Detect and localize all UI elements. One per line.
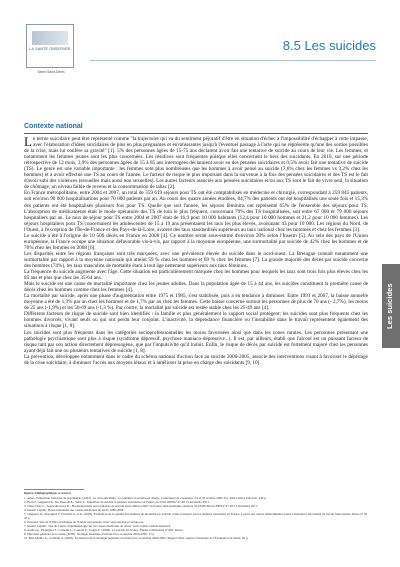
paragraph: La mortalité par suicide, après une phase d'augmentation entre 1975 et 1985, s'est stabilisée, puis a eu tendance à diminuer. Entre 1991 et 2007, la baisse annuelle moyenne a été de 1,3% par an chez les hommes et de 1,7% par an chez les femmes. Cette baisse concerne surtout les personnes de plus de 70 ans (- 2,7%), les moins de 25 ans (-1,9%) et les 50-69 ans (-1,3 %). Par contre, la mortalité par suicide est restée stable chez les 25-49 ans [4]. [24, 293, 368, 312]
reference-item: 6. Eurostat. Site de l'Office statistique de l'Union européenne. http://epp.eurostat.ec.europa.eu [24, 520, 144, 524]
reference-item: 7. Inserm CépiDc. Site du Centre d'épidémiologie sur les causes médicales de décès. www.cepidc.vesinet.inserm.fr [24, 524, 171, 528]
reference-item: 3. Chan-Chee C., Jezewski-Serra D., Hospitalisations pour tentative de suicide entre 2004 et 2007 en France métropolitaine. Analyse du PMSI-MCO, BEH n°47-48 13 décembre 2011. [24, 504, 258, 508]
paragraph: Mais le suicide est une cause de mortalité importante chez les jeunes adultes. Dans la population âgée de 15 à 44 ans, les suicides constituent la première cause de décès chez les hommes comme chez les femmes [4]. [24, 281, 368, 294]
reference-item: 5. Chappert JL, Pequignot F, Pavillon G. et al. (2003). Évaluation de la qualité des données de mortalité par suicide : biais et impact sur les données nationales en France, à partir des causes indéterminées quant à l'intention. Document de travail Série études. Drees n° 30 43 p. [24, 512, 368, 520]
paragraph: Les disparités entre les régions françaises sont très marquées, avec une prévalence élevée du suicide dans le nord-ouest. La Bretagne connaît notamment une surmortalité par rapport à la moyenne nationale qui atteint 59 % chez les hommes et 69 % chez les femmes [7]. La grande majorité des décès par suicide concerne des hommes (74%), les taux masculins de mortalité étant à tout âge nettement supérieurs aux taux féminins. [24, 250, 368, 269]
section-divider [24, 133, 368, 134]
reference-item: 8. Aouba A., Péquignot F., Camelin L., Laurent F., Jougla E. (2009). Le suicide en France. Études et Résultats n° 685. Drees. [24, 528, 184, 532]
logo [26, 24, 74, 68]
paragraph: La prévention, développée notamment dans le cadre du schéma national d'action face au suicide 2000-2005, associe des interventions visant à favoriser le dépistage de la crise suicidaire, à diminuer l'accès aux moyens létaux et à améliorer la prise en charge des suicidants [9, 10]. [24, 353, 368, 366]
reference-item: 1. Ameo, Fédération française de psychiatrie. (2001). La crise suicidaire : reconnaître et prendre en charge. Conférence de consensus. 19 et 20 octobre 2000. Ed. John Libbey Eurotext, 444 p. [24, 496, 267, 500]
reference-item: 4. Inserm CépiDc. Bases nationales des causes médicales de décès 1980-2008 [24, 508, 124, 512]
reference-item: 10. Batt-Moillo A., Jourdain A. (2005). Évaluation de la stratégie nationale d'actions face au suicide 2000-2005. Rapport final. Agence Nationale de l'Évaluation en Santé. 46 p. [24, 536, 249, 540]
paragraph: Le terme suicidaire peut être représenté comme "la trajectoire qui va du sentiment péjoratif d'être en situation d'échec à l'impossibilité d'échapper à cette impasse, avec l'élaboration d'idées suicidaires de plus en plus prégnantes et envahissantes jusqu'à l'éventuel passage à l'acte qui ne représente qu'une des sorties possibles de la crise, mais lui confère sa gravité" [1]. 5% des personnes âgées de 15-75 ans déclarent avoir fait une tentative de suicide au cours de leur vie. Les femmes, et notamment les femmes jeunes sont les plus concernées. Les résidives sont fréquentes puisque elles concernent le tiers des suicidants. En 2010, sur une période rétrospective de 12 mois, 3,9% des personnes âgées de 15 à 85 ans interrogées déclaraient avoir eu des pensées suicidaires et 0,5% avoir fait une tentative de suicide (TS). Le genre est une variable importante : les femmes sont plus nombreuses que les hommes à avoir pensé au suicide (7,6% chez les femmes vs 3,2% chez les hommes) et à avoir effectué une TS au cours de l'année. Le facteur de risque le plus important dans la survenue à la fois des pensées suicidaires et des TS est le fait d'avoir subi des violences (sexuelles mais aussi non sexuelles). Les autres facteurs associés aux pensées suicidaires et/ou aux TS sont le fait de vivre seul, la situation de chômage, un niveau faible de revenu et la consommation de tabac [2]. [24, 136, 368, 191]
logo-subtitle: Seine-Saint-Denis [37, 70, 65, 74]
paragraph: La fréquence du suicide augmente avec l'âge. Cette situation est particulièrement marquée chez les hommes pour lesquels les taux sont trois fois plus élevés chez les 85 ans et plus que chez les 35-64 ans. [24, 269, 368, 282]
drop-cap: L [24, 136, 32, 149]
side-tab-label: Les suicides [385, 283, 394, 329]
article-body [24, 136, 368, 487]
paragraph: Les suicides sont plus fréquents dans les catégories socioprofessionnelles les moins favorisées ainsi que dans les zones rurales. Les personnes présentant une pathologie psychiatrique sont plus à risque (syndrome dépressif, psychose maniaco-dépressive...). Il est, par ailleurs, établi que l'alcool est un puissant facteur de risque tant par son action directement dépressogène, que par l'impulsivité qu'il induit. Enfin, le risque de décès par suicide est fortement majoré chez les personnes ayant déjà fait une ou plusieurs tentatives de suicide [1, 8]. [24, 329, 368, 354]
paragraph: Le suicide a été à l'origine de 10 500 décès en France en 2008 [4]. Ce nombre serait sous-estimé d'environ 20% selon l'Inserm [5]. Au sein des pays de l'Union européenne, la France occupe une situation défavorable vis-à-vis, par rapport à la moyenne européenne, une surmortalité par suicide de 42% chez les hommes et de 70% chez les femmes en 2008 [6]. [24, 232, 368, 251]
references [24, 491, 368, 561]
header-divider [90, 60, 376, 61]
paragraph: En France métropolitaine, entre 2004 et 2007, un total de 359 619 séjours pour TS ont été comptabilisés en médecine et chirurgie, correspondant à 259 845 patients, soit environ 90 000 hospitalisations pour 70 000 patients par an. Au cours des quatre années étudiées, 84,7% des patients ont été hospitalisés une seule fois et 15,3% des patients ont été hospitalisés plusieurs fois pour TS. Quelle que soit l'année, les séjours féminins ont représenté 65% de l'ensemble des séjours pour TS. L'absorption de médicaments était le mode opératoire des TS de loin le plus fréquent, concernant 79% des TS hospitalisées, soit entre 67 000 et 79 000 séjours hospitaliers par an. Le taux de séjour pour TS entre 2004 et 2007 était de 16,9 pour 10 000 habitants (12,4 pour 10 000 hommes et 21,2 pour 10 000 femmes). Les séjours hospitaliers pour TS concernaient les adolescentes de 15 à 19 ans présentaient les taux les plus élevés, avoisinant 43 pour 10 000. Les régions du Nord, de l'Ouest, à l'exception de l'Île-de-France et des Pays-de-la-Loire, avaient des taux standardisés supérieurs au taux national chez les hommes et chez les femmes [3]. [24, 190, 368, 233]
logo-emblem [32, 31, 68, 45]
references-title: Repères bibliographiques et sources [24, 491, 72, 495]
section-title: Contexte national [24, 123, 83, 130]
reference-item: 9. Direction générale de la santé. (2000). Stratégie nationale d'actions face au suicide 2000-2005. 17 p. [24, 532, 155, 536]
page-title: 8.5 Les suicides [282, 38, 376, 53]
logo-text: LA SANTÉ OBSERVÉE [29, 47, 71, 51]
references-divider [24, 489, 84, 490]
paragraph: Différents facteurs de risque de suicide sont bien identifiés : la famille et plus généralement le support social protègent; les suicides sont plus fréquents chez les hommes divorcés, vivant seuls ou qui ont perdu leur conjoint. L'inactivité, la dépendance financière ou l'instabilité dans le travail représentent également des situations à risque [1, 8]. [24, 311, 368, 330]
reference-item: 2. Beck F, Guignard R., Du Roscoät E., Saïas T.. Tentatives de suicide et pensées suicidaires en France en 2010. BEH n°47-48 13 décembre 2011. [24, 500, 210, 504]
